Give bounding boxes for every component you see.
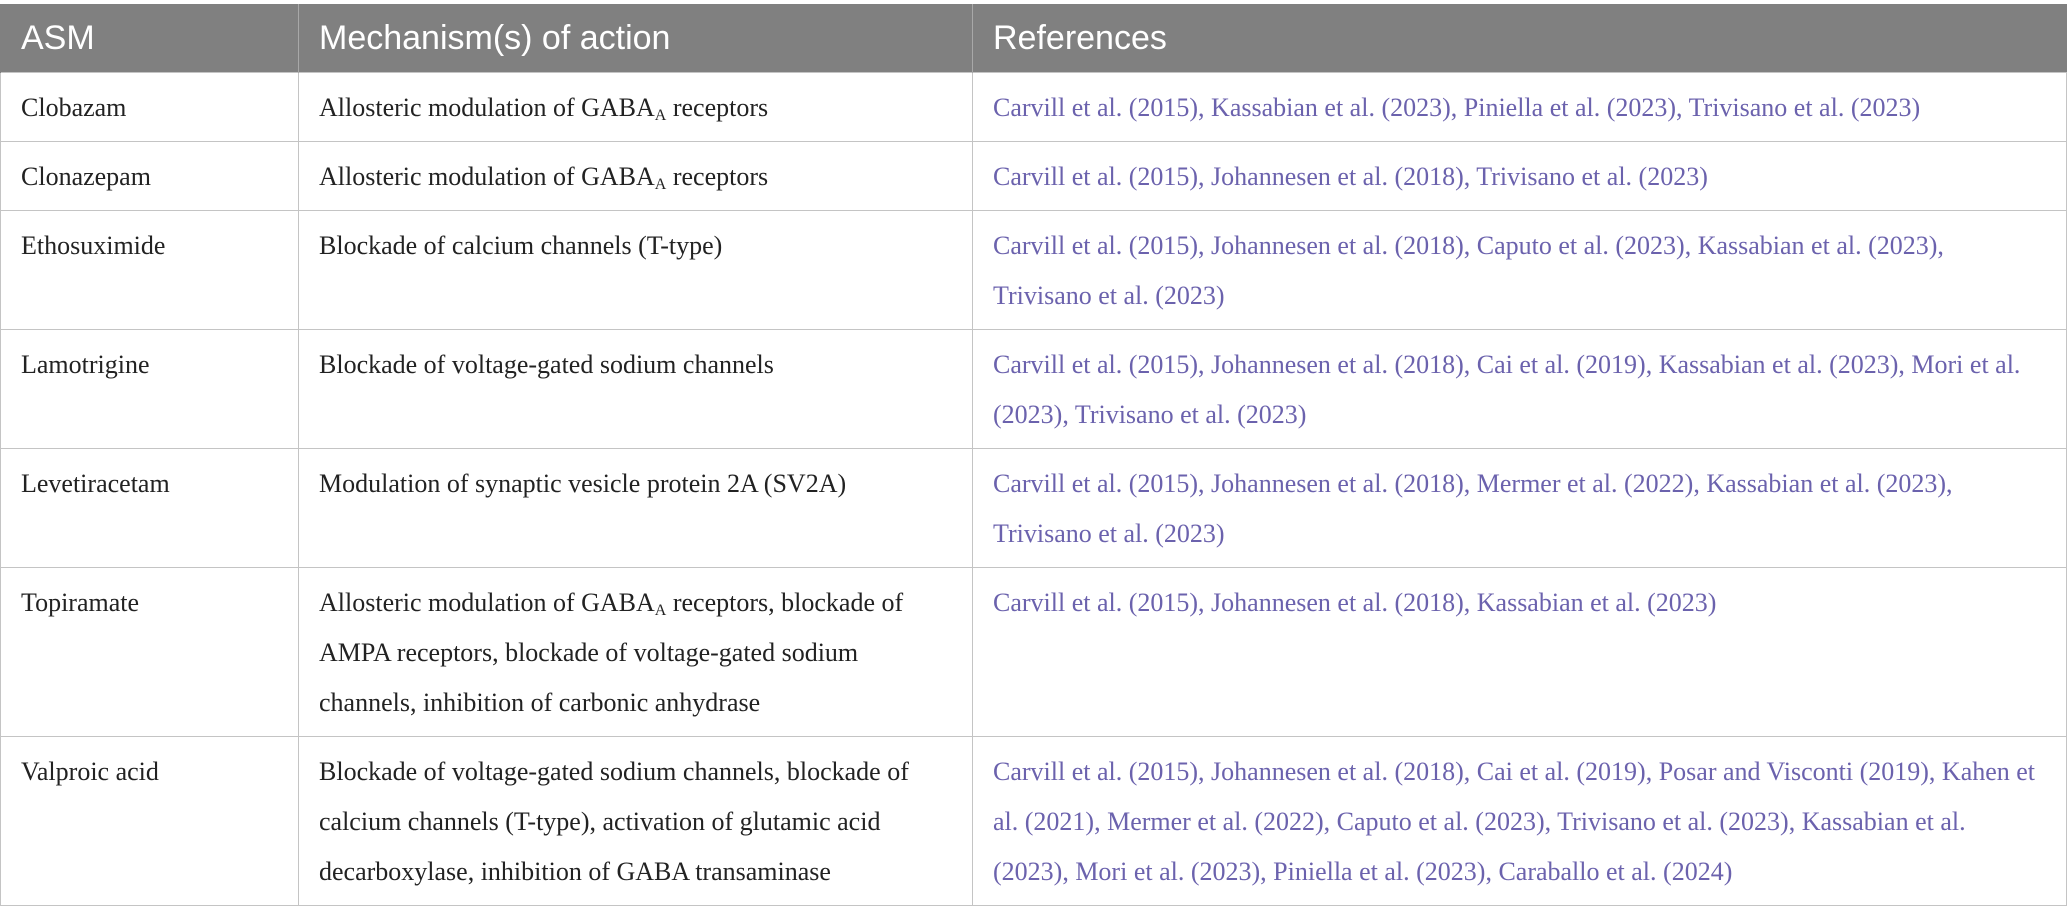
references-cell[interactable]: Carvill et al. (2015), Johannesen et al. (2018), Trivisano et al. (2023)	[973, 142, 2067, 211]
header-asm: ASM	[1, 4, 299, 73]
mechanism-text-rest: receptors	[666, 162, 769, 191]
gaba-subscript: A	[654, 176, 667, 193]
mechanism-cell	[299, 568, 973, 737]
asm-cell: Levetiracetam	[1, 449, 299, 568]
asm-table-container	[0, 4, 2066, 906]
asm-cell: Valproic acid	[1, 737, 299, 906]
asm-cell: Clonazepam	[1, 142, 299, 211]
references-cell[interactable]: Carvill et al. (2015), Johannesen et al. (2018), Caputo et al. (2023), Kassabian et al. (2023), Trivisano et al. (2023)	[973, 211, 2067, 330]
table-row	[1, 211, 2067, 330]
asm-cell: Clobazam	[1, 73, 299, 142]
mechanism-cell	[299, 142, 973, 211]
table-header	[1, 4, 2067, 73]
mechanism-text-rest: receptors	[666, 93, 769, 122]
asm-cell: Lamotrigine	[1, 330, 299, 449]
table-row	[1, 449, 2067, 568]
mechanism-cell: Blockade of calcium channels (T-type)	[299, 211, 973, 330]
mechanism-cell	[299, 73, 973, 142]
header-mechanism: Mechanism(s) of action	[299, 4, 973, 73]
table-row	[1, 568, 2067, 737]
table-row	[1, 737, 2067, 906]
references-cell[interactable]: Carvill et al. (2015), Johannesen et al. (2018), Cai et al. (2019), Kassabian et al. (2023), Mori et al. (2023), Trivisano et al. (2023)	[973, 330, 2067, 449]
gaba-subscript: A	[654, 107, 667, 124]
asm-cell: Ethosuximide	[1, 211, 299, 330]
table-row	[1, 330, 2067, 449]
mechanism-text: Allosteric modulation of GABA	[319, 93, 655, 122]
mechanism-cell: Blockade of voltage-gated sodium channels	[299, 330, 973, 449]
references-cell[interactable]: Carvill et al. (2015), Johannesen et al. (2018), Mermer et al. (2022), Kassabian et al. (2023), Trivisano et al. (2023)	[973, 449, 2067, 568]
references-cell[interactable]: Carvill et al. (2015), Kassabian et al. (2023), Piniella et al. (2023), Trivisano et al. (2023)	[973, 73, 2067, 142]
mechanism-cell: Blockade of voltage-gated sodium channels, blockade of calcium channels (T-type), activation of glutamic acid decarboxylase, inhibition of GABA transaminase	[299, 737, 973, 906]
header-references: References	[973, 4, 2067, 73]
mechanism-text: Allosteric modulation of GABA	[319, 588, 655, 617]
references-cell[interactable]: Carvill et al. (2015), Johannesen et al. (2018), Kassabian et al. (2023)	[973, 568, 2067, 737]
mechanism-text: Allosteric modulation of GABA	[319, 162, 655, 191]
asm-mechanism-table	[0, 4, 2067, 906]
references-cell[interactable]: Carvill et al. (2015), Johannesen et al. (2018), Cai et al. (2019), Posar and Visconti (2019), Kahen et al. (2021), Mermer et al. (2022), Caputo et al. (2023), Trivisano et al. (2023), Kassabian et al. (2023), Mori et al. (2023), Piniella et al. (2023), Caraballo et al. (2024)	[973, 737, 2067, 906]
table-body	[1, 73, 2067, 906]
table-row	[1, 73, 2067, 142]
mechanism-text-rest: receptors, blockade of AMPA receptors, blockade of voltage-gated sodium channels, inhibition of carbonic anhydrase	[319, 588, 904, 717]
table-row	[1, 142, 2067, 211]
gaba-subscript: A	[654, 602, 667, 619]
header-row	[1, 4, 2067, 73]
asm-cell: Topiramate	[1, 568, 299, 737]
mechanism-cell: Modulation of synaptic vesicle protein 2A (SV2A)	[299, 449, 973, 568]
